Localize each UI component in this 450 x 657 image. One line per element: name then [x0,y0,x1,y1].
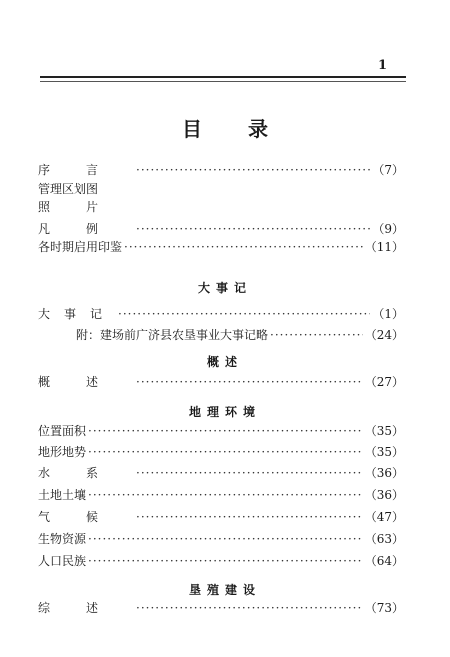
toc-entry-page: （24） [364,328,404,342]
toc-entry-label: 凡例 [38,222,135,236]
toc-entry-district-map[interactable] [38,179,404,196]
section-heading-overview: 概述 [206,355,243,369]
toc-entry-label: 气候 [38,510,135,524]
toc-entry-label: 大事记 [38,307,117,321]
toc-entry-page: （9） [372,222,404,236]
dot-leader [136,466,363,480]
section-heading-chronicle: 大事记 [197,281,252,295]
toc-entry-summary[interactable] [38,598,404,615]
toc-entry-page: （36） [364,466,404,480]
dot-leader [88,424,363,438]
toc-entry-preface[interactable] [38,160,404,177]
dot-leader [136,163,370,177]
toc-entry-label: 水系 [38,466,135,480]
toc-entry-page: （36） [364,488,404,502]
toc-entry-label: 综述 [38,601,135,615]
dot-leader [88,554,363,568]
toc-entry-label: 生物资源 [38,532,87,546]
toc-entry-page: （35） [364,424,404,438]
toc-entry-page: （11） [364,240,404,254]
toc-entry-seals[interactable] [38,237,404,254]
toc-entry-climate[interactable] [38,507,404,524]
toc-entry-page: （7） [372,163,404,177]
toc-entry-label: 照片 [38,200,135,214]
toc-entry-water[interactable] [38,463,404,480]
dot-leader [88,488,363,502]
toc-entry-location[interactable] [38,421,404,438]
dot-leader [118,307,370,321]
toc-entry-guidelines[interactable] [38,219,404,236]
section-heading-geography: 地理环境 [188,405,261,419]
toc-entry-label: 序言 [38,163,135,177]
header-rule [40,76,406,78]
dot-leader [88,445,363,459]
toc-entry-page: （1） [372,307,404,321]
toc-entry-label: 概述 [38,375,135,389]
toc-entry-page: （63） [364,532,404,546]
toc-entry-label: 地形地势 [38,445,87,459]
dot-leader [136,510,363,524]
toc-entry-label: 位置面积 [38,424,87,438]
toc-entry-label: 管理区划图 [38,182,99,196]
dot-leader [136,375,363,389]
toc-entry-appendix[interactable] [76,325,404,342]
toc-entry-photos[interactable] [38,197,404,214]
toc-entry-label: 附：建场前广济县农垦事业大事记略 [76,328,269,342]
toc-entry-overview[interactable] [38,372,404,389]
toc-entry-label: 人口民族 [38,554,87,568]
toc-entry-page: （73） [364,601,404,615]
dot-leader [136,222,370,236]
toc-entry-population[interactable] [38,551,404,568]
toc-entry-label: 各时期启用印鉴 [38,240,123,254]
toc-entry-page: （64） [364,554,404,568]
toc-entry-label: 土地土壤 [38,488,87,502]
section-heading-reclamation: 垦殖建设 [188,583,261,597]
toc-entry-page: （27） [364,375,404,389]
toc-entry-biology[interactable] [38,529,404,546]
page-number: 1 [378,58,388,73]
header-rule-thin [40,81,406,82]
toc-title: 目录 [182,117,314,141]
dot-leader [124,240,363,254]
dot-leader [88,532,363,546]
toc-entry-chronicle[interactable] [38,304,404,321]
dot-leader [270,328,363,342]
toc-entry-page: （47） [364,510,404,524]
toc-entry-page: （35） [364,445,404,459]
toc-entry-soil[interactable] [38,485,404,502]
toc-entry-terrain[interactable] [38,442,404,459]
dot-leader [136,601,363,615]
